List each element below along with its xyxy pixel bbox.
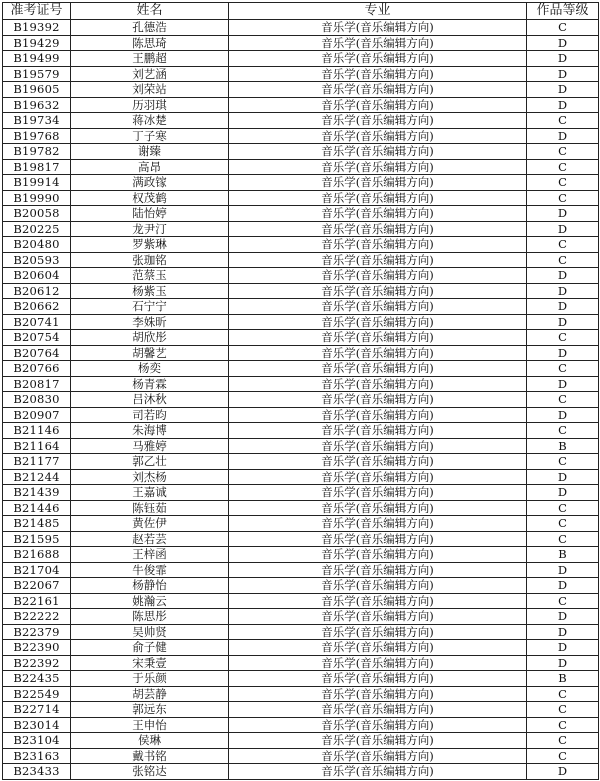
exam-id-cell: B22435: [3, 671, 71, 687]
table-row: [3, 609, 599, 625]
student-name-cell: 马雅婷: [71, 438, 229, 454]
grade-cell: C: [527, 330, 599, 346]
exam-id-cell: B19499: [3, 51, 71, 67]
grade-cell: C: [527, 237, 599, 253]
major-cell: 音乐学(音乐编辑方向): [229, 609, 527, 625]
exam-id-cell: B23163: [3, 748, 71, 764]
student-name-cell: 张珈铭: [71, 252, 229, 268]
table-row: [3, 175, 599, 191]
exam-id-cell: B23104: [3, 733, 71, 749]
exam-id-cell: B20817: [3, 376, 71, 392]
grade-cell: D: [527, 82, 599, 98]
major-cell: 音乐学(音乐编辑方向): [229, 376, 527, 392]
major-cell: 音乐学(音乐编辑方向): [229, 547, 527, 563]
grade-cell: D: [527, 485, 599, 501]
grade-cell: C: [527, 686, 599, 702]
table-row: [3, 237, 599, 253]
grade-cell: D: [527, 469, 599, 485]
table-row: [3, 578, 599, 594]
exam-id-cell: B22549: [3, 686, 71, 702]
student-name-cell: 孔德浩: [71, 20, 229, 36]
student-name-cell: 郭远东: [71, 702, 229, 718]
student-name-cell: 胡欣彤: [71, 330, 229, 346]
major-cell: 音乐学(音乐编辑方向): [229, 314, 527, 330]
grade-cell: D: [527, 206, 599, 222]
grade-cell: C: [527, 423, 599, 439]
table-row: [3, 516, 599, 532]
results-table: [2, 2, 599, 780]
student-name-cell: 范蔡玉: [71, 268, 229, 284]
grade-cell: C: [527, 531, 599, 547]
exam-id-cell: B23014: [3, 717, 71, 733]
table-row: [3, 221, 599, 237]
major-cell: 音乐学(音乐编辑方向): [229, 128, 527, 144]
student-name-cell: 张铭达: [71, 764, 229, 780]
header-grade: 作品等级: [527, 3, 599, 20]
student-name-cell: 罗紫琳: [71, 237, 229, 253]
student-name-cell: 吕沐秋: [71, 392, 229, 408]
header-name: 姓名: [71, 3, 229, 20]
student-name-cell: 王嘉诚: [71, 485, 229, 501]
exam-id-cell: B22390: [3, 640, 71, 656]
major-cell: 音乐学(音乐编辑方向): [229, 144, 527, 160]
major-cell: 音乐学(音乐编辑方向): [229, 454, 527, 470]
major-cell: 音乐学(音乐编辑方向): [229, 516, 527, 532]
major-cell: 音乐学(音乐编辑方向): [229, 330, 527, 346]
major-cell: 音乐学(音乐编辑方向): [229, 593, 527, 609]
major-cell: 音乐学(音乐编辑方向): [229, 407, 527, 423]
major-cell: 音乐学(音乐编辑方向): [229, 702, 527, 718]
exam-id-cell: B21704: [3, 562, 71, 578]
table-row: [3, 345, 599, 361]
grade-cell: D: [527, 578, 599, 594]
exam-id-cell: B21177: [3, 454, 71, 470]
grade-cell: D: [527, 655, 599, 671]
grade-cell: C: [527, 500, 599, 516]
student-name-cell: 刘艺涵: [71, 66, 229, 82]
table-row: [3, 392, 599, 408]
grade-cell: C: [527, 454, 599, 470]
student-name-cell: 龙尹汀: [71, 221, 229, 237]
exam-id-cell: B23433: [3, 764, 71, 780]
grade-cell: D: [527, 97, 599, 113]
major-cell: 音乐学(音乐编辑方向): [229, 268, 527, 284]
table-row: [3, 97, 599, 113]
student-name-cell: 蒋冰楚: [71, 113, 229, 129]
grade-cell: C: [527, 593, 599, 609]
grade-cell: C: [527, 733, 599, 749]
student-name-cell: 姚瀚云: [71, 593, 229, 609]
table-row: [3, 159, 599, 175]
table-row: [3, 562, 599, 578]
table-row: [3, 20, 599, 36]
exam-id-cell: B20830: [3, 392, 71, 408]
grade-cell: D: [527, 299, 599, 315]
exam-id-cell: B21485: [3, 516, 71, 532]
table-row: [3, 733, 599, 749]
table-row: [3, 655, 599, 671]
grade-cell: D: [527, 624, 599, 640]
header-major: 专业: [229, 3, 527, 20]
table-row: [3, 531, 599, 547]
table-row: [3, 128, 599, 144]
major-cell: 音乐学(音乐编辑方向): [229, 469, 527, 485]
table-row: [3, 330, 599, 346]
grade-cell: D: [527, 268, 599, 284]
major-cell: 音乐学(音乐编辑方向): [229, 733, 527, 749]
major-cell: 音乐学(音乐编辑方向): [229, 20, 527, 36]
student-name-cell: 司若昀: [71, 407, 229, 423]
grade-cell: D: [527, 640, 599, 656]
major-cell: 音乐学(音乐编辑方向): [229, 764, 527, 780]
major-cell: 音乐学(音乐编辑方向): [229, 485, 527, 501]
major-cell: 音乐学(音乐编辑方向): [229, 252, 527, 268]
table-row: [3, 299, 599, 315]
exam-id-cell: B19734: [3, 113, 71, 129]
table-row: [3, 717, 599, 733]
table-row: [3, 376, 599, 392]
exam-id-cell: B19817: [3, 159, 71, 175]
exam-id-cell: B19605: [3, 82, 71, 98]
major-cell: 音乐学(音乐编辑方向): [229, 82, 527, 98]
major-cell: 音乐学(音乐编辑方向): [229, 345, 527, 361]
grade-cell: D: [527, 376, 599, 392]
table-row: [3, 51, 599, 67]
student-name-cell: 李姝昕: [71, 314, 229, 330]
student-name-cell: 王鹏超: [71, 51, 229, 67]
exam-id-cell: B20225: [3, 221, 71, 237]
student-name-cell: 胡馨艺: [71, 345, 229, 361]
exam-id-cell: B20741: [3, 314, 71, 330]
student-name-cell: 朱海博: [71, 423, 229, 439]
student-name-cell: 满政镓: [71, 175, 229, 191]
major-cell: 音乐学(音乐编辑方向): [229, 97, 527, 113]
exam-id-cell: B19392: [3, 20, 71, 36]
exam-id-cell: B22161: [3, 593, 71, 609]
exam-id-cell: B21164: [3, 438, 71, 454]
grade-cell: C: [527, 717, 599, 733]
student-name-cell: 于乐颜: [71, 671, 229, 687]
table-row: [3, 35, 599, 51]
table-row: [3, 283, 599, 299]
table-row: [3, 593, 599, 609]
major-cell: 音乐学(音乐编辑方向): [229, 392, 527, 408]
student-name-cell: 陈钰茹: [71, 500, 229, 516]
table-row: [3, 113, 599, 129]
major-cell: 音乐学(音乐编辑方向): [229, 423, 527, 439]
major-cell: 音乐学(音乐编辑方向): [229, 51, 527, 67]
table-row: [3, 454, 599, 470]
grade-cell: D: [527, 609, 599, 625]
student-name-cell: 刘荣站: [71, 82, 229, 98]
major-cell: 音乐学(音乐编辑方向): [229, 655, 527, 671]
major-cell: 音乐学(音乐编辑方向): [229, 206, 527, 222]
major-cell: 音乐学(音乐编辑方向): [229, 686, 527, 702]
exam-id-cell: B22067: [3, 578, 71, 594]
exam-id-cell: B20480: [3, 237, 71, 253]
table-row: [3, 407, 599, 423]
major-cell: 音乐学(音乐编辑方向): [229, 748, 527, 764]
student-name-cell: 杨奕: [71, 361, 229, 377]
major-cell: 音乐学(音乐编辑方向): [229, 562, 527, 578]
major-cell: 音乐学(音乐编辑方向): [229, 717, 527, 733]
exam-id-cell: B20058: [3, 206, 71, 222]
grade-cell: C: [527, 361, 599, 377]
exam-id-cell: B20604: [3, 268, 71, 284]
grade-cell: C: [527, 20, 599, 36]
table-row: [3, 686, 599, 702]
grade-cell: B: [527, 438, 599, 454]
student-name-cell: 赵若芸: [71, 531, 229, 547]
student-name-cell: 刘杰杨: [71, 469, 229, 485]
exam-id-cell: B20662: [3, 299, 71, 315]
student-name-cell: 丁子寒: [71, 128, 229, 144]
exam-id-cell: B21146: [3, 423, 71, 439]
header-row: [3, 3, 599, 20]
student-name-cell: 侯琳: [71, 733, 229, 749]
grade-cell: C: [527, 392, 599, 408]
major-cell: 音乐学(音乐编辑方向): [229, 175, 527, 191]
exam-id-cell: B19579: [3, 66, 71, 82]
grade-cell: D: [527, 128, 599, 144]
grade-cell: D: [527, 35, 599, 51]
exam-id-cell: B20766: [3, 361, 71, 377]
student-name-cell: 石宁宁: [71, 299, 229, 315]
major-cell: 音乐学(音乐编辑方向): [229, 361, 527, 377]
table-row: [3, 190, 599, 206]
table-row: [3, 252, 599, 268]
exam-id-cell: B19632: [3, 97, 71, 113]
exam-id-cell: B20754: [3, 330, 71, 346]
table-row: [3, 624, 599, 640]
student-name-cell: 王梓函: [71, 547, 229, 563]
student-name-cell: 陈思彤: [71, 609, 229, 625]
student-name-cell: 胡芸静: [71, 686, 229, 702]
grade-cell: D: [527, 764, 599, 780]
grade-cell: C: [527, 175, 599, 191]
grade-cell: D: [527, 345, 599, 361]
student-name-cell: 杨静怡: [71, 578, 229, 594]
grade-cell: C: [527, 252, 599, 268]
table-row: [3, 206, 599, 222]
exam-id-cell: B19990: [3, 190, 71, 206]
major-cell: 音乐学(音乐编辑方向): [229, 237, 527, 253]
table-row: [3, 438, 599, 454]
major-cell: 音乐学(音乐编辑方向): [229, 578, 527, 594]
results-sheet: [2, 2, 598, 780]
table-row: [3, 547, 599, 563]
grade-cell: C: [527, 113, 599, 129]
student-name-cell: 牛俊霏: [71, 562, 229, 578]
table-row: [3, 469, 599, 485]
exam-id-cell: B20764: [3, 345, 71, 361]
table-row: [3, 314, 599, 330]
grade-cell: C: [527, 144, 599, 160]
exam-id-cell: B21244: [3, 469, 71, 485]
table-row: [3, 82, 599, 98]
major-cell: 音乐学(音乐编辑方向): [229, 531, 527, 547]
exam-id-cell: B21439: [3, 485, 71, 501]
grade-cell: C: [527, 190, 599, 206]
student-name-cell: 陆怡婷: [71, 206, 229, 222]
exam-id-cell: B22222: [3, 609, 71, 625]
exam-id-cell: B20593: [3, 252, 71, 268]
grade-cell: D: [527, 314, 599, 330]
table-row: [3, 702, 599, 718]
student-name-cell: 郭乙壮: [71, 454, 229, 470]
major-cell: 音乐学(音乐编辑方向): [229, 500, 527, 516]
student-name-cell: 历羽琪: [71, 97, 229, 113]
major-cell: 音乐学(音乐编辑方向): [229, 35, 527, 51]
table-row: [3, 764, 599, 780]
table-row: [3, 423, 599, 439]
grade-cell: D: [527, 283, 599, 299]
student-name-cell: 杨青霖: [71, 376, 229, 392]
table-row: [3, 268, 599, 284]
major-cell: 音乐学(音乐编辑方向): [229, 671, 527, 687]
major-cell: 音乐学(音乐编辑方向): [229, 159, 527, 175]
table-row: [3, 144, 599, 160]
student-name-cell: 俞子健: [71, 640, 229, 656]
table-row: [3, 500, 599, 516]
major-cell: 音乐学(音乐编辑方向): [229, 66, 527, 82]
grade-cell: C: [527, 159, 599, 175]
student-name-cell: 权茂鹤: [71, 190, 229, 206]
table-row: [3, 748, 599, 764]
table-row: [3, 361, 599, 377]
major-cell: 音乐学(音乐编辑方向): [229, 299, 527, 315]
grade-cell: C: [527, 516, 599, 532]
exam-id-cell: B20612: [3, 283, 71, 299]
exam-id-cell: B22379: [3, 624, 71, 640]
grade-cell: B: [527, 671, 599, 687]
student-name-cell: 吴帅贤: [71, 624, 229, 640]
major-cell: 音乐学(音乐编辑方向): [229, 221, 527, 237]
student-name-cell: 戴书铭: [71, 748, 229, 764]
grade-cell: D: [527, 407, 599, 423]
exam-id-cell: B22392: [3, 655, 71, 671]
major-cell: 音乐学(音乐编辑方向): [229, 640, 527, 656]
table-body: [3, 20, 599, 780]
student-name-cell: 杨紫玉: [71, 283, 229, 299]
major-cell: 音乐学(音乐编辑方向): [229, 190, 527, 206]
table-row: [3, 66, 599, 82]
exam-id-cell: B22714: [3, 702, 71, 718]
exam-id-cell: B19782: [3, 144, 71, 160]
student-name-cell: 谢臻: [71, 144, 229, 160]
major-cell: 音乐学(音乐编辑方向): [229, 283, 527, 299]
grade-cell: D: [527, 51, 599, 67]
exam-id-cell: B20907: [3, 407, 71, 423]
grade-cell: C: [527, 702, 599, 718]
exam-id-cell: B19429: [3, 35, 71, 51]
grade-cell: D: [527, 562, 599, 578]
header-exam-id: 准考证号: [3, 3, 71, 20]
exam-id-cell: B21446: [3, 500, 71, 516]
major-cell: 音乐学(音乐编辑方向): [229, 624, 527, 640]
grade-cell: D: [527, 221, 599, 237]
student-name-cell: 陈思琦: [71, 35, 229, 51]
table-row: [3, 671, 599, 687]
major-cell: 音乐学(音乐编辑方向): [229, 113, 527, 129]
grade-cell: C: [527, 748, 599, 764]
major-cell: 音乐学(音乐编辑方向): [229, 438, 527, 454]
student-name-cell: 王申怡: [71, 717, 229, 733]
exam-id-cell: B19914: [3, 175, 71, 191]
student-name-cell: 黄佐伊: [71, 516, 229, 532]
student-name-cell: 宋秉壹: [71, 655, 229, 671]
grade-cell: B: [527, 547, 599, 563]
table-row: [3, 640, 599, 656]
exam-id-cell: B21688: [3, 547, 71, 563]
table-row: [3, 485, 599, 501]
student-name-cell: 高昂: [71, 159, 229, 175]
exam-id-cell: B19768: [3, 128, 71, 144]
exam-id-cell: B21595: [3, 531, 71, 547]
grade-cell: D: [527, 66, 599, 82]
